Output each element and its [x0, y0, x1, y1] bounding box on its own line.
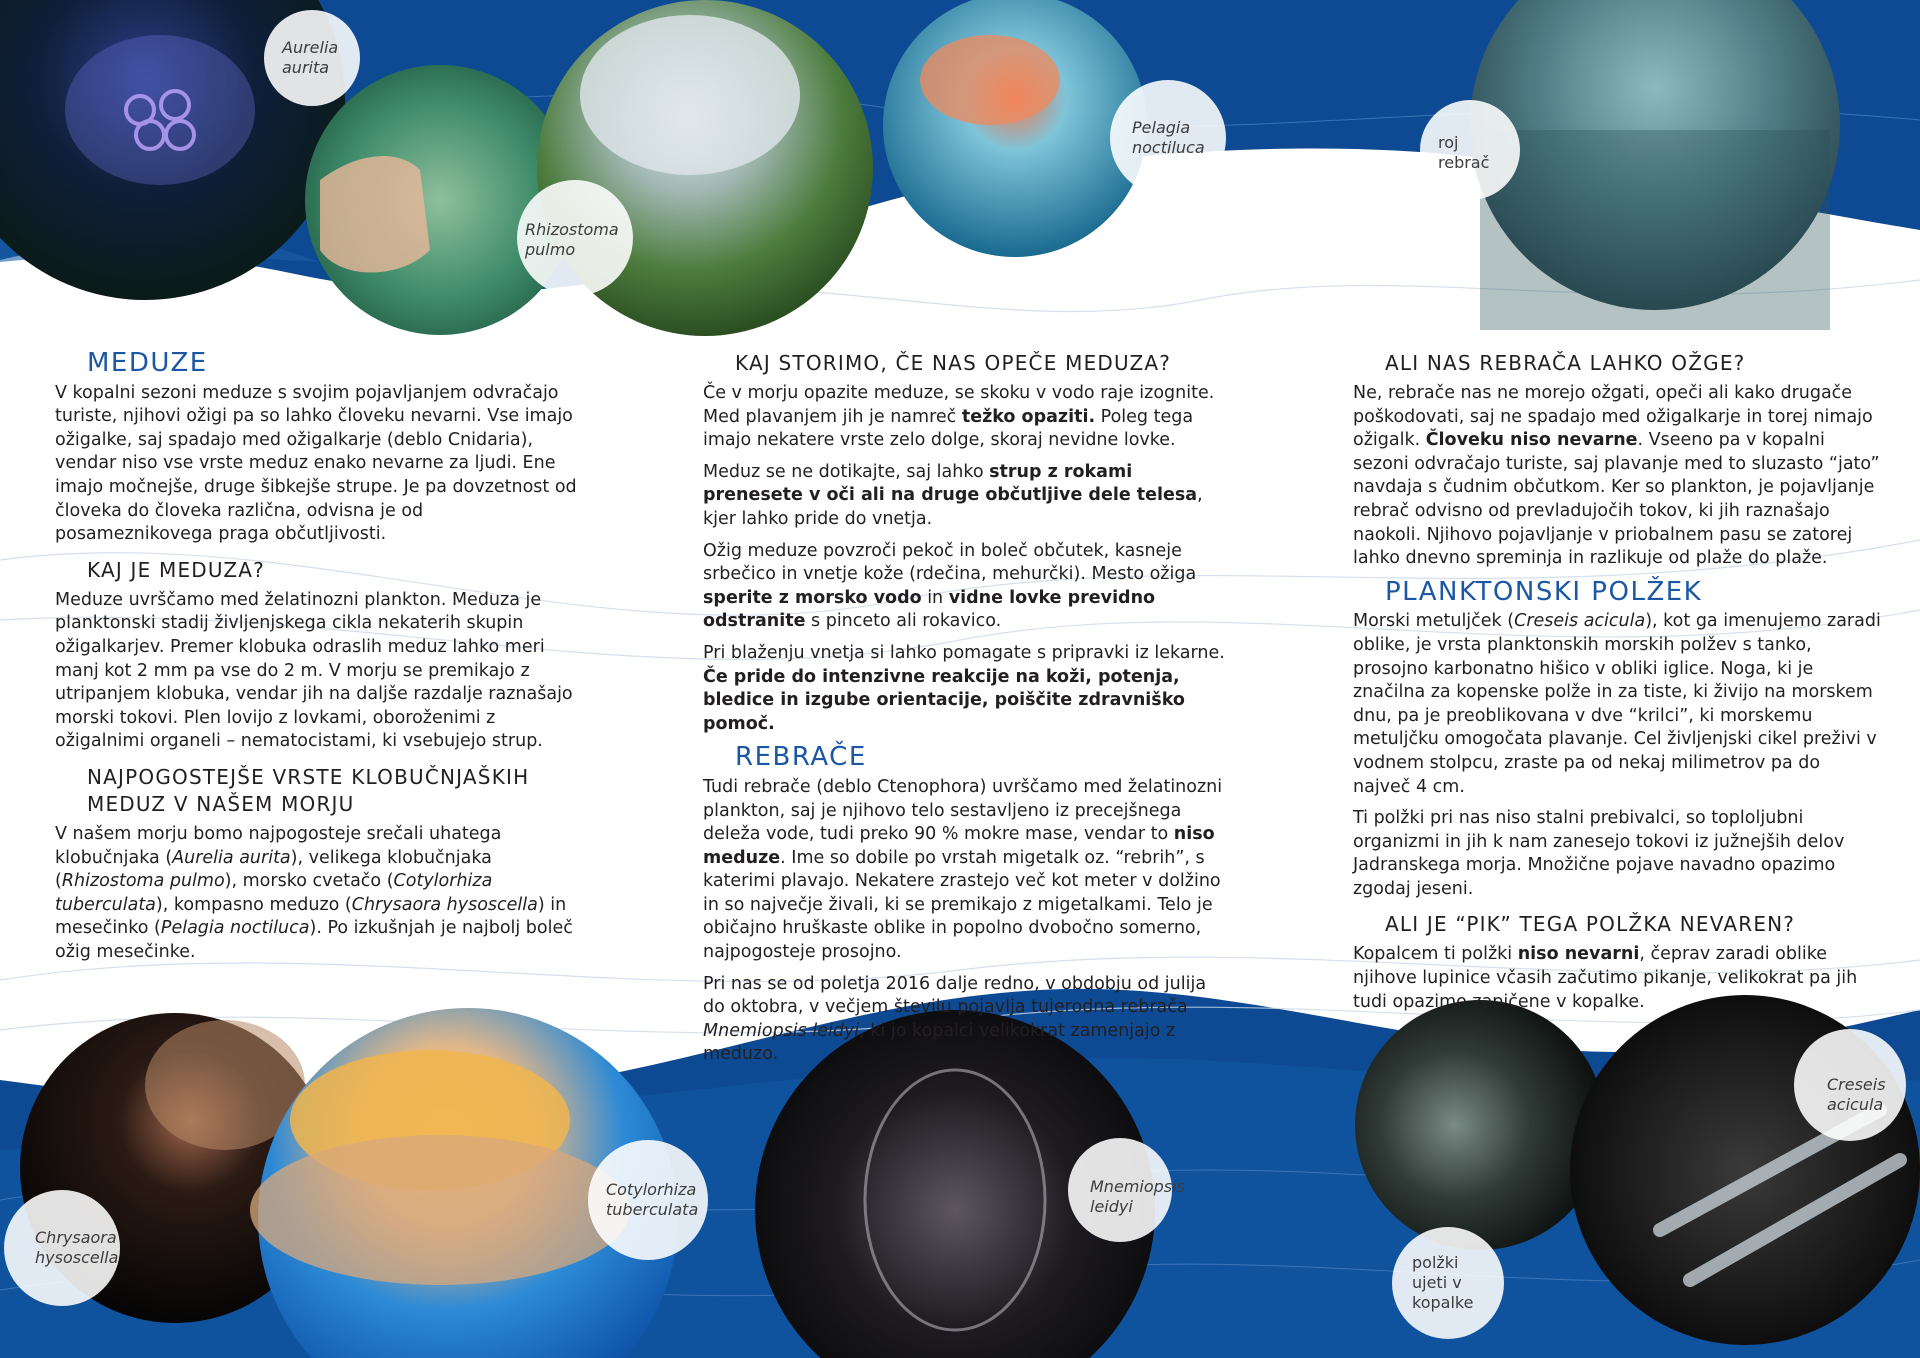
bold-text: Če pride do intenzivne reakcije na koži, potenja, bledice in izgube orientacije, poiščite zdravniško pomoč. — [703, 666, 1185, 734]
species-name: Rhizostoma pulmo — [61, 871, 225, 892]
species-name: Mnemiopsis leidyi — [703, 1020, 860, 1041]
species-name: Cotylorhiza tuberculata — [55, 871, 493, 915]
caption-line: Pelagia — [1132, 118, 1191, 137]
caption-line: aurita — [282, 58, 330, 77]
heading-rebrace: REBRAČE — [735, 742, 867, 773]
paragraph-ozge — [1353, 382, 1883, 571]
bold-text: niso meduze — [703, 824, 1215, 868]
text: ). Po izkušnjah je najbolj boleč ožig mesečinke. — [55, 918, 573, 962]
text: . Vseeno pa v kopalni sezoni odvračajo turiste, saj plavanje med to sluzasto “jato” navdaja s čudnim občutkom. Ker so plankton, je pojavljanje rebrač odvisno od prevladujočih tokov, ki jih raznašajo naokoli. Njihovo pojavljanje v priobalnem pasu se zatorej lahko dnevno spreminja in razlikuje od plaže do plaže. — [1353, 430, 1880, 569]
paragraph-polzek-1 — [1353, 610, 1883, 799]
paragraph-kaj-je-meduza: Meduze uvrščamo med želatinozni plankton. Meduza je planktonski stadij življenjskega cikla nekaterih skupin ožigalkarjev. Premer klobuka odraslih meduz lahko meri manj kot 2 mm pa vse do 2 m. V morju se premikajo z utripanjem klobuka, vendar jih na daljše razdalje raznašajo morski tokovi. Plen lovijo z lovkami, oboroženimi z ožigalnimi organeli – nematocistami, ki vsebujejo strup. — [55, 589, 573, 752]
text: ), kot ga imenujemo zaradi oblike, je vrsta planktonskih morskih polžev s tanko, prosojno karbonatno hišico v obliki iglice. Noga, ki je značilna za kopenske polže in za tiste, ki živijo na morskem dnu, pa je preoblikovana v dve “krilci”, ki morskemu metuljčku omogočata plavanje. Cel življenjski cikel preživi v vodnem stolpcu, zraste pa od nekaj milimetrov pa do največ 4 cm. — [1353, 611, 1881, 797]
paragraph-najpogostejse-vrste — [55, 823, 580, 965]
paragraph-storimo-3 — [703, 540, 1233, 634]
species-name: Aurelia aurita — [172, 847, 291, 868]
text: Pri nas se od poletja 2016 dalje redno, v obdobju od julija do oktobra, v večjem številu pojavlja tujerodna rebrača — [703, 973, 1207, 1018]
text: V našem morju bomo najpogosteje srečali uhatega klobučnjaka ( — [55, 823, 502, 868]
bold-text: sperite z morsko vodo — [703, 587, 922, 608]
heading-line: MEDUZ V NAŠEM MORJU — [87, 791, 355, 816]
text: Kopalcem ti polžki — [1353, 944, 1518, 965]
heading-planktonski-polzek: PLANKTONSKI POLŽEK — [1385, 576, 1703, 607]
text: Če v morju opazite meduze, se skoku v vodo raje izognite. Med plavanjem jih je namreč — [703, 383, 1215, 427]
caption-pelagia-noctiluca — [1132, 118, 1205, 158]
text: ), morsko cvetačo ( — [224, 871, 394, 892]
caption-line: pulmo — [525, 240, 576, 259]
caption-line: Creseis — [1827, 1075, 1886, 1094]
paragraph-meduze: V kopalni sezoni meduze s svojim pojavljanjem odvračajo turiste, njihovi ožigi pa so lahko človeku nevarni. Vse imajo ožigalke, saj spadajo med ožigalkarje (deblo Cnidaria), vendar niso vse vrste meduz enako nevarne za ljudi. Ene imajo močnejše, druge šibkejše strupe. Je pa dovzetnost od človeka do človeka različna, odvisna je od posameznikovega praga občutljivosti. — [55, 382, 577, 545]
heading-kaj-je-meduza: KAJ JE MEDUZA? — [87, 557, 265, 582]
caption-line: acicula — [1827, 1095, 1884, 1114]
text: . Ime so dobile po vrstah migetalk oz. “rebrih”, s katerimi plavajo. Nekatere zrastejo več kot meter v dolžino in so največje živali, ki se premikajo z migetalkami. Telo je običajno hruškaste oblike in popolno dvobočno somerno, najpogosteje prosojno. — [703, 847, 1221, 963]
caption-rhizostoma-pulmo — [525, 220, 619, 260]
caption-line: Aurelia — [282, 38, 339, 57]
paragraph-polzek-2: Ti polžki pri nas niso stalni prebivalci, so toploljubni organizmi in jih k nam zanesejo tokovi iz južnejših delov Jadranskega morja. Množične pojave navadno opazimo zgodaj jeseni. — [1353, 808, 1845, 899]
caption-line: Mnemiopsis — [1090, 1177, 1185, 1196]
paragraph-storimo-2 — [703, 461, 1233, 532]
caption-roj-rebrac — [1438, 133, 1489, 173]
paragraph-storimo-4 — [703, 642, 1233, 736]
caption-line: Cotylorhiza — [606, 1180, 697, 1199]
bold-text: Človeku niso nevarne — [1425, 430, 1638, 451]
caption-chrysaora-hysoscella — [35, 1228, 118, 1268]
caption-line: kopalke — [1412, 1293, 1474, 1312]
text: s pinceto ali rokavico. — [805, 611, 1002, 632]
text: Meduz se ne dotikajte, saj lahko — [703, 461, 990, 482]
heading-najpogostejse-vrste — [87, 764, 580, 818]
caption-line: rebrač — [1438, 153, 1490, 172]
caption-line: Chrysaora — [35, 1228, 117, 1247]
caption-creseis-acicula — [1827, 1075, 1886, 1115]
species-name: Chrysaora hysoscella — [351, 894, 538, 915]
text: in — [921, 587, 949, 608]
heading-line: NAJPOGOSTEJŠE VRSTE KLOBUČNJAŠKIH — [87, 764, 530, 789]
paragraph-pik — [1353, 943, 1883, 1014]
caption-mnemiopsis-leidyi — [1090, 1177, 1185, 1217]
text: , ki jo kopalci velikokrat zamenjajo z meduzo. — [703, 1020, 1176, 1065]
text: , kjer lahko pride do vnetja. — [703, 485, 1203, 529]
bold-text: niso nevarni — [1517, 944, 1640, 965]
species-name: Pelagia noctiluca — [160, 918, 310, 939]
column-meduze — [55, 348, 580, 972]
caption-line: ujeti v — [1412, 1273, 1462, 1292]
text: Morski metuljček ( — [1353, 611, 1515, 632]
caption-line: noctiluca — [1132, 138, 1205, 157]
text: Ožig meduze povzroči pekoč in boleč občutek, kasneje srbečico in vnetje kože (rdečina, mehurčki). Mesto ožiga — [703, 540, 1197, 585]
bold-text: vidne lovke previdno odstranite — [703, 587, 1156, 632]
paragraph-rebrace-1 — [703, 776, 1233, 965]
caption-line: Rhizostoma — [525, 220, 619, 239]
text: Tudi rebrače (deblo Ctenophora) uvrščamo med želatinozni plankton, saj je njihovo telo sestavljeno iz precejšnega deleža vode, tudi preko 90 % mokre mase, vendar to — [703, 776, 1223, 845]
heading-meduze: MEDUZE — [87, 348, 208, 378]
column-kaj-storimo — [703, 350, 1233, 1075]
column-rebrace-polzek — [1353, 350, 1883, 1022]
paragraph-storimo-1 — [703, 382, 1233, 453]
species-name: Creseis acicula — [1514, 611, 1646, 632]
caption-cotylorhiza-tuberculata — [606, 1180, 698, 1220]
text: ), velikega klobučnjaka ( — [55, 847, 492, 892]
text: Ne, rebrače nas ne morejo ožgati, opeči ali kako drugače poškodovati, saj ne spadajo med ožigalkarje in torej nimajo ožigalk. — [1353, 383, 1873, 451]
heading-ali-nas-rebraca-ozge: ALI NAS REBRAČA LAHKO OŽGE? — [1385, 351, 1746, 375]
text: ) in mesečinko ( — [55, 894, 567, 939]
text: Pri blaženju vnetja si lahko pomagate s pripravki iz lekarne. — [703, 642, 1225, 663]
bold-text: težko opaziti. — [961, 406, 1096, 427]
caption-polzki-v-kopalke — [1412, 1253, 1473, 1313]
caption-line: hysoscella — [35, 1248, 119, 1267]
caption-aurelia-aurita — [282, 38, 338, 78]
caption-line: leidyi — [1090, 1197, 1133, 1216]
text: , čeprav zaradi oblike njihove lupinice včasih začutimo pikanje, velikokrat pa jih tudi opazimo zapičene v kopalke. — [1353, 944, 1858, 1012]
caption-line: roj — [1438, 133, 1459, 152]
caption-line: polžki — [1412, 1253, 1459, 1272]
heading-kaj-storimo: KAJ STORIMO, ČE NAS OPEČE MEDUZA? — [735, 351, 1172, 375]
caption-line: tuberculata — [606, 1200, 699, 1219]
text: Poleg tega imajo nekatere vrste zelo dolge, skoraj nevidne lovke. — [703, 406, 1194, 451]
paragraph-rebrace-2 — [703, 973, 1233, 1067]
text: ), kompasno meduzo ( — [155, 894, 352, 915]
bold-text: strup z rokami prenesete v oči ali na druge občutljive dele telesa — [703, 461, 1198, 506]
heading-ali-je-pik-nevaren: ALI JE “PIK” TEGA POLŽKA NEVAREN? — [1385, 912, 1796, 937]
